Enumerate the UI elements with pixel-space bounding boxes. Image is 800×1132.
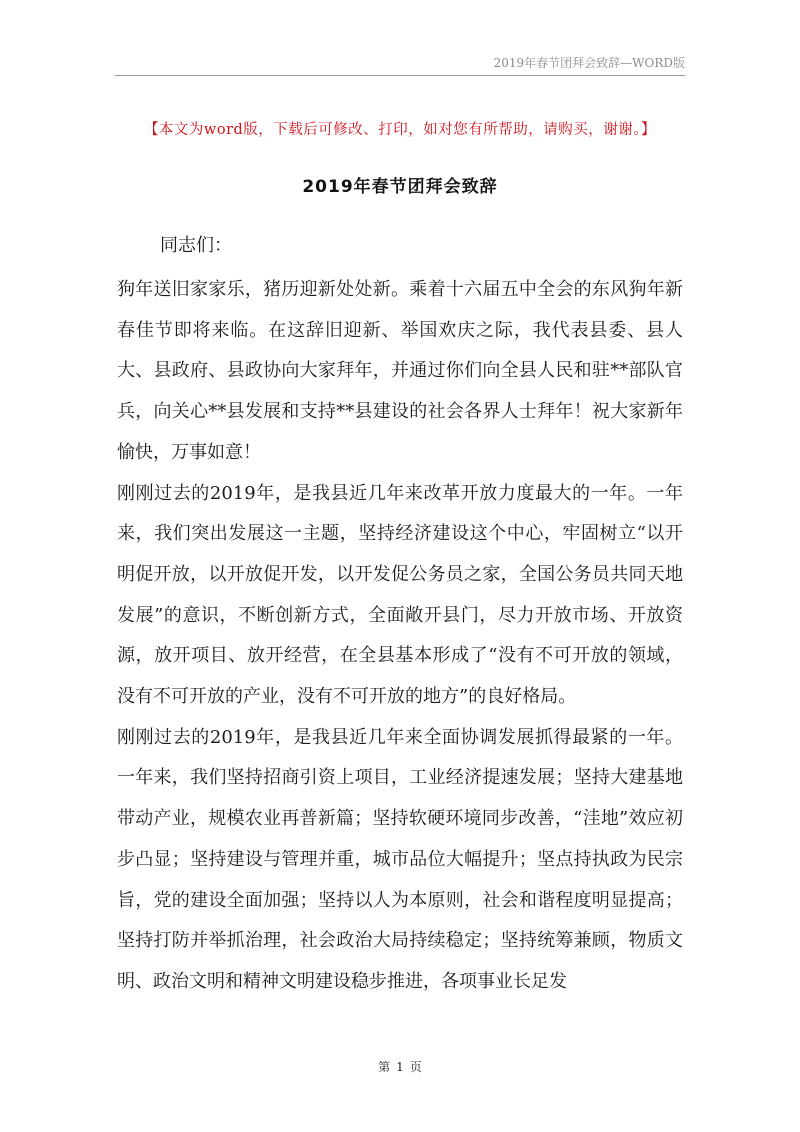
paragraph-3: 刚刚过去的2019年，是我县近几年来全面协调发展抓得最紧的一年。一年来，我们坚持招商引资上项目，工业经济提速发展；坚持大建基地带动产业，规模农业再普新篇；坚持软硬环境同步改善，“洼地”效应初步凸显；坚持建设与管理并重，城市品位大幅提升；坚点持执政为民宗旨，党的建设全面加强；坚持以人为本原则，社会和谐程度明显提高；坚持打防并举抓治理，社会政治大局持续稳定；坚持统筹兼顾，物质文明、政治文明和精神文明建设稳步推进，各项事业长足发	[117, 726, 683, 992]
page-footer	[115, 1058, 685, 1075]
salutation: 同志们：	[160, 235, 232, 256]
page-number: 1	[396, 1060, 404, 1074]
footer-prefix: 第	[378, 1060, 391, 1074]
running-header: 2019年春节团拜会致辞—WORD版	[493, 56, 685, 70]
document-title: 2019年春节团拜会致辞	[302, 177, 498, 197]
footer-suffix: 页	[409, 1060, 422, 1074]
paragraph-2: 刚刚过去的2019年，是我县近几年来改革开放力度最大的一年。一年来，我们突出发展这一主题，坚持经济建设这个中心，牢固树立“以开明促开放，以开放促开发，以开发促公务员之家，全国公务员共同天地发展”的意识，不断创新方式，全面敞开县门，尽力开放市场、开放资源，放开项目、放开经营，在全县基本形成了“没有不可开放的领域，没有不可开放的产业，没有不可开放的地方”的良好格局。	[117, 482, 683, 708]
header-rule	[115, 75, 685, 76]
download-notice: 【本文为word版，下载后可修改、打印，如对您有所帮助，请购买，谢谢。】	[143, 122, 657, 138]
paragraph-1: 狗年送旧家家乐，猪历迎新处处新。乘着十六届五中全会的东风狗年新春佳节即将来临。在这辞旧迎新、举国欢庆之际，我代表县委、县人大、县政府、县政协向大家拜年，并通过你们向全县人民和驻**部队官兵，向关心**县发展和支持**县建设的社会各界人士拜年！祝大家新年愉快，万事如意！	[117, 279, 683, 463]
document-body	[117, 270, 683, 1003]
